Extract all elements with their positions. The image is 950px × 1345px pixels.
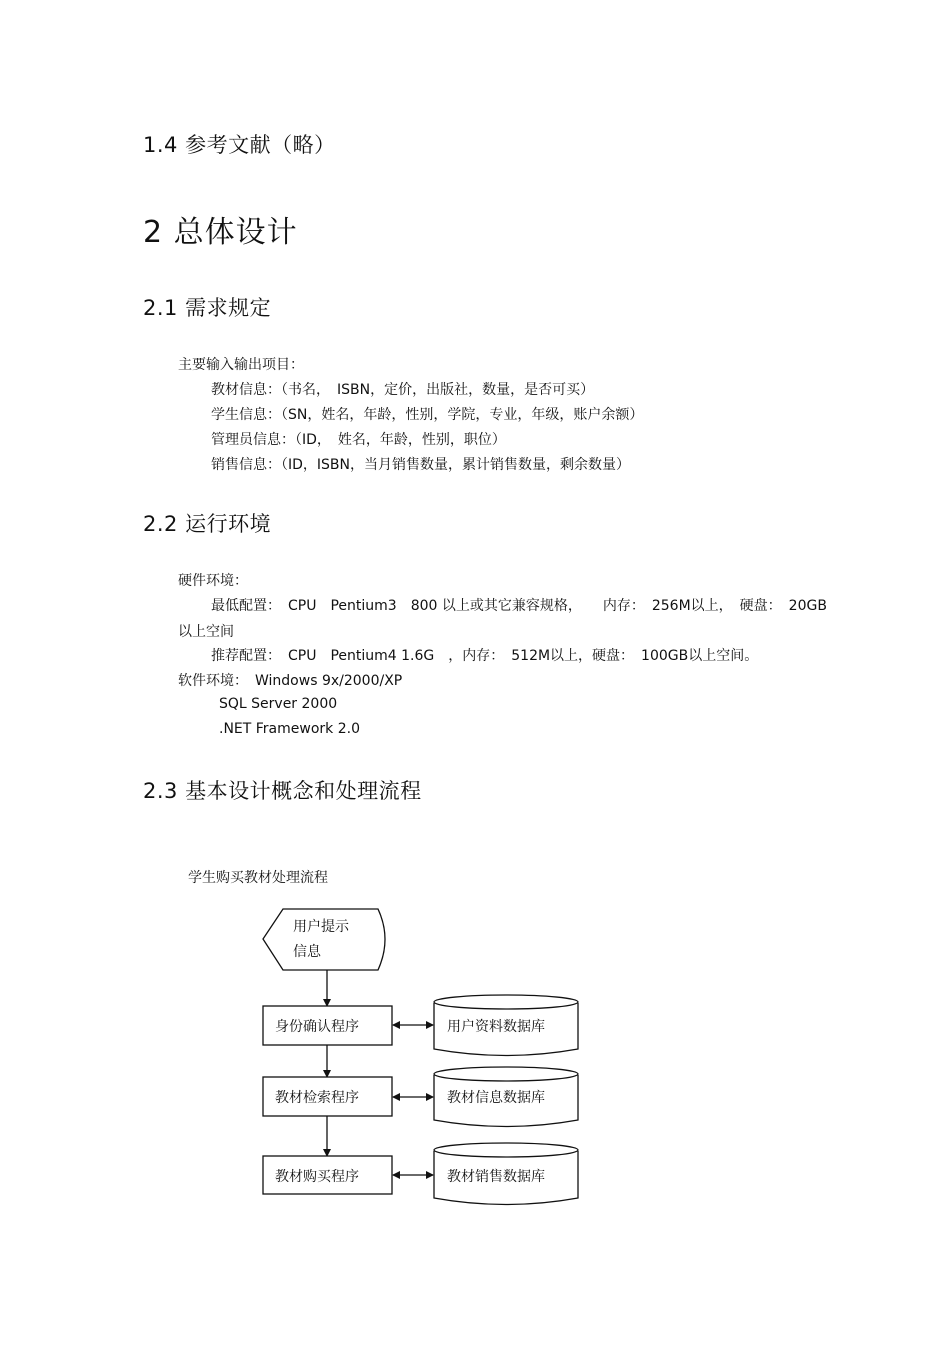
flowchart-caption: 学生购买教材处理流程 <box>188 870 328 886</box>
database-label-info: 教材信息数据库 <box>447 1090 545 1106</box>
hardware-label: 硬件环境： <box>178 573 248 589</box>
display-label-line1: 用户提示 <box>293 919 349 935</box>
process-label-auth: 身份确认程序 <box>275 1019 359 1035</box>
heading-concepts: 2.3 基本设计概念和处理流程 <box>143 779 422 803</box>
software-item-sqlserver: SQL Server 2000 <box>219 696 338 712</box>
process-label-purchase: 教材购买程序 <box>275 1169 359 1185</box>
requirement-item-admin: 管理员信息：（ID， 姓名，年龄，性别，职位） <box>211 432 506 448</box>
requirement-item-student: 学生信息：（SN，姓名，年龄，性别，学院，专业，年级，账户余额） <box>211 407 644 423</box>
requirements-intro: 主要输入输出项目： <box>178 357 304 373</box>
database-label-sales: 教材销售数据库 <box>447 1169 545 1185</box>
software-label: 软件环境： Windows 9x/2000/XP <box>178 673 403 689</box>
requirement-item-textbook: 教材信息：（书名， ISBN，定价，出版社，数量，是否可买） <box>211 382 595 398</box>
database-label-user: 用户资料数据库 <box>447 1019 545 1035</box>
recommended-config: 推荐配置： CPU Pentium4 1.6G ，内存： 512M以上，硬盘： 100GB以上空间。 <box>211 648 759 664</box>
process-label-search: 教材检索程序 <box>275 1090 359 1106</box>
requirement-item-sales: 销售信息：（ID，ISBN，当月销售数量，累计销售数量，剩余数量） <box>211 457 631 473</box>
min-config-line1: 最低配置： CPU Pentium3 800 以上或其它兼容规格， 内存： 256M以上， 硬盘： 20GB <box>211 598 827 614</box>
heading-environment: 2.2 运行环境 <box>143 512 272 536</box>
min-config-line2: 以上空间 <box>178 624 234 640</box>
heading-overall-design: 2 总体设计 <box>143 215 298 250</box>
heading-requirements: 2.1 需求规定 <box>143 296 272 320</box>
database-user <box>434 995 578 1056</box>
database-sales <box>434 1143 578 1205</box>
database-info <box>434 1067 578 1127</box>
heading-references: 1.4 参考文献（略） <box>143 133 336 157</box>
software-item-dotnet: .NET Framework 2.0 <box>219 721 360 737</box>
display-label-line2: 信息 <box>293 944 321 960</box>
